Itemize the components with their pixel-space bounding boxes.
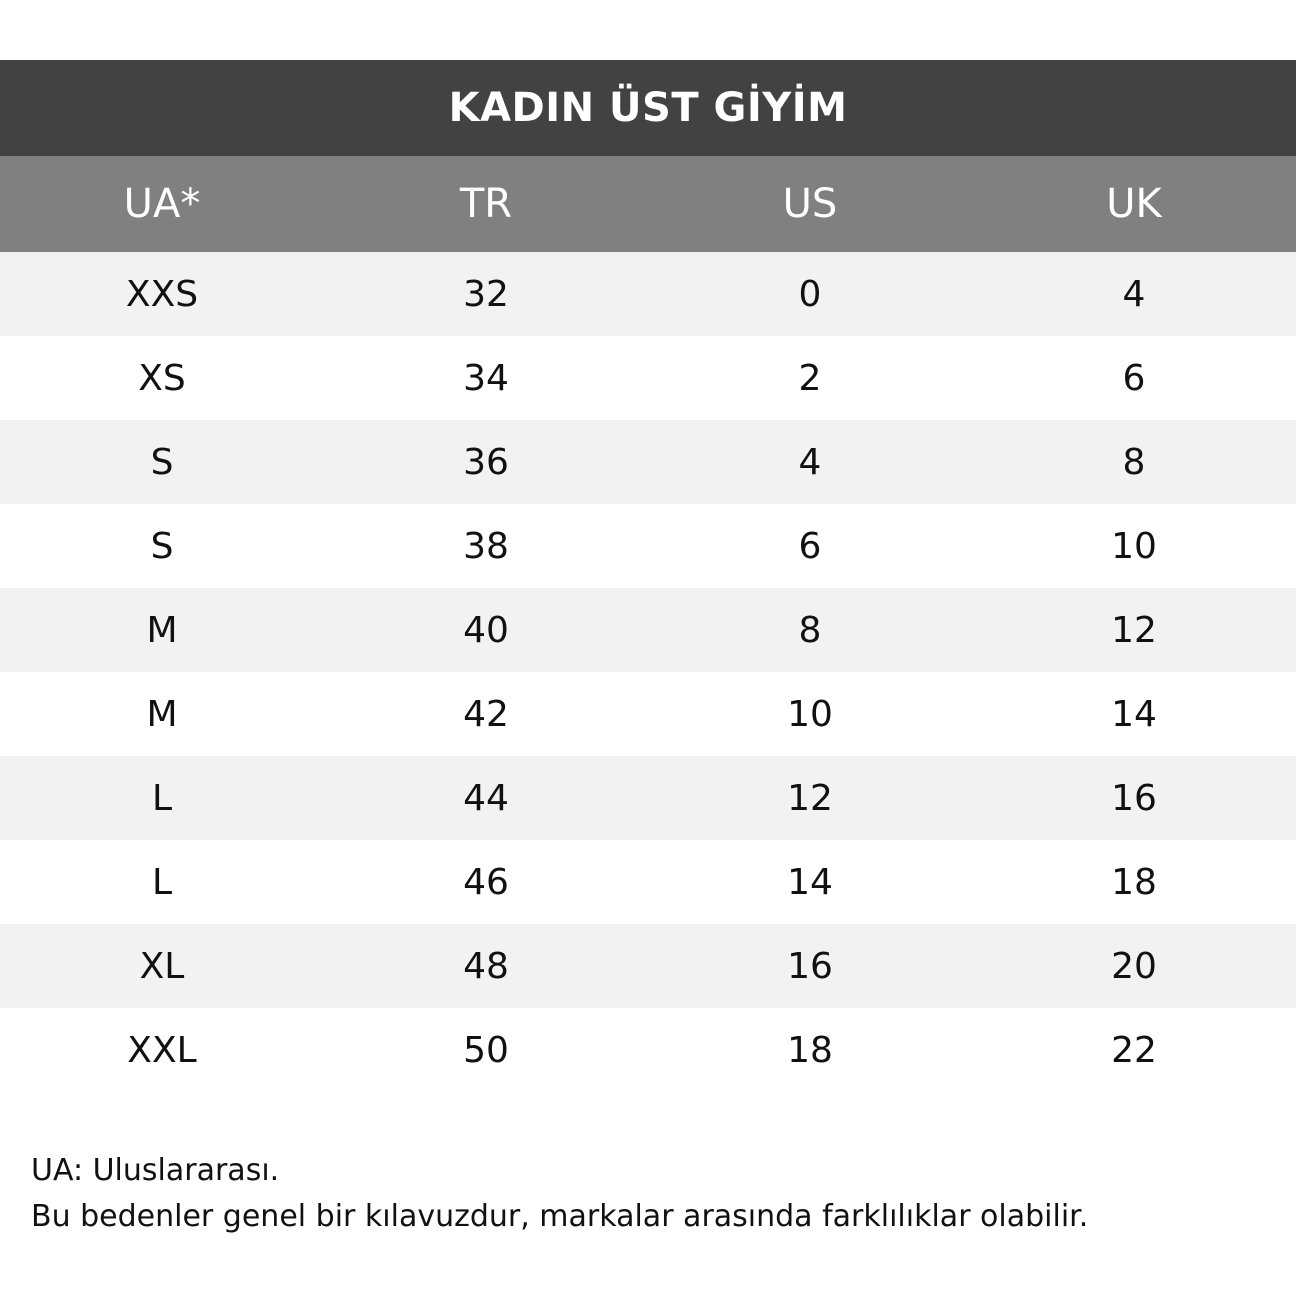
cell-tr: 38 <box>463 525 509 567</box>
cell-uk: 14 <box>1111 693 1157 735</box>
cell-uk: 8 <box>1122 441 1146 483</box>
cell-us: 8 <box>798 609 822 651</box>
cell-tr: 36 <box>463 441 509 483</box>
footnotes <box>31 1148 1271 1240</box>
cell-ua: M <box>146 693 178 735</box>
table-row <box>0 420 1296 504</box>
table-row <box>0 504 1296 588</box>
cell-uk: 4 <box>1122 273 1146 315</box>
footnote-ua-definition: UA: Uluslararası. <box>31 1153 280 1188</box>
table-row <box>0 588 1296 672</box>
cell-ua: L <box>151 861 173 903</box>
chart-title: KADIN ÜST GİYİM <box>0 60 1296 156</box>
footnote-disclaimer: Bu bedenler genel bir kılavuzdur, markalar arasında farklılıklar olabilir. <box>31 1199 1089 1234</box>
cell-us: 14 <box>787 861 833 903</box>
cell-ua: XS <box>138 357 186 399</box>
cell-tr: 46 <box>463 861 509 903</box>
table-row <box>0 1008 1296 1092</box>
cell-us: 6 <box>798 525 822 567</box>
cell-uk: 18 <box>1111 861 1157 903</box>
cell-us: 2 <box>798 357 822 399</box>
cell-ua: S <box>150 525 174 567</box>
cell-uk: 6 <box>1122 357 1146 399</box>
cell-us: 12 <box>787 777 833 819</box>
cell-ua: XL <box>139 945 185 987</box>
cell-tr: 34 <box>463 357 509 399</box>
cell-uk: 20 <box>1111 945 1157 987</box>
cell-ua: M <box>146 609 178 651</box>
cell-tr: 40 <box>463 609 509 651</box>
cell-tr: 48 <box>463 945 509 987</box>
cell-ua: S <box>150 441 174 483</box>
size-table-body <box>0 252 1296 1092</box>
cell-ua: XXS <box>125 273 199 315</box>
table-row <box>0 672 1296 756</box>
cell-uk: 16 <box>1111 777 1157 819</box>
table-row <box>0 924 1296 1008</box>
table-row <box>0 756 1296 840</box>
column-header-us: US <box>782 181 838 227</box>
cell-ua: L <box>151 777 173 819</box>
table-row <box>0 840 1296 924</box>
cell-us: 4 <box>798 441 822 483</box>
table-row <box>0 336 1296 420</box>
cell-tr: 32 <box>463 273 509 315</box>
table-row <box>0 252 1296 336</box>
cell-uk: 12 <box>1111 609 1157 651</box>
column-header-row <box>0 156 1296 252</box>
cell-tr: 50 <box>463 1029 509 1071</box>
size-chart <box>0 60 1296 1092</box>
cell-uk: 10 <box>1111 525 1157 567</box>
cell-uk: 22 <box>1111 1029 1157 1071</box>
column-header-ua: UA* <box>123 181 201 227</box>
column-header-uk: UK <box>1106 181 1162 227</box>
cell-tr: 44 <box>463 777 509 819</box>
cell-us: 0 <box>798 273 822 315</box>
column-header-tr: TR <box>459 181 513 227</box>
cell-us: 18 <box>787 1029 833 1071</box>
cell-tr: 42 <box>463 693 509 735</box>
cell-us: 10 <box>787 693 833 735</box>
cell-us: 16 <box>787 945 833 987</box>
cell-ua: XXL <box>127 1029 197 1071</box>
